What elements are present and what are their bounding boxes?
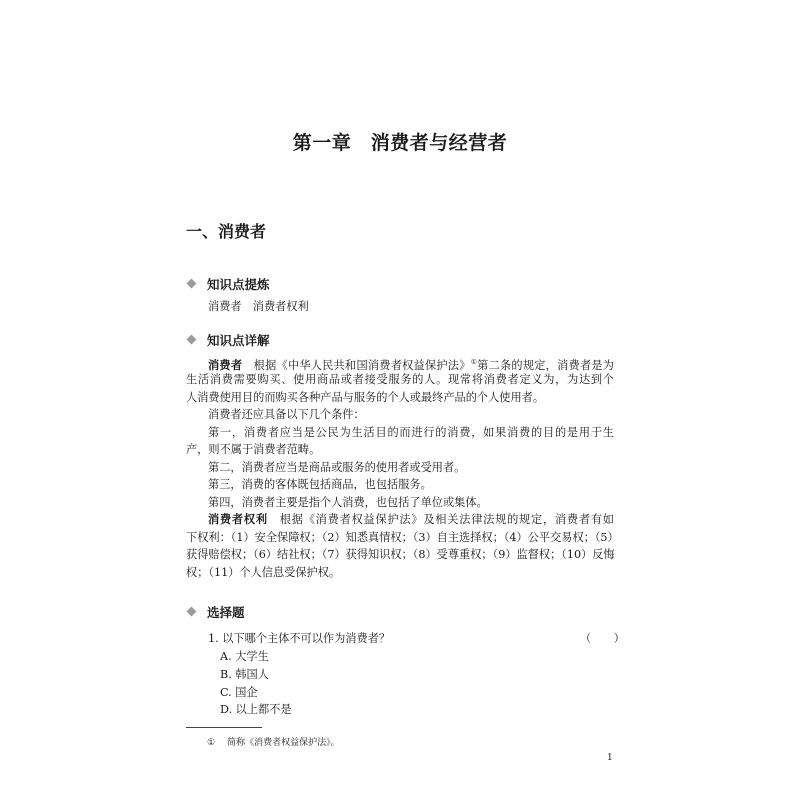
choice-heading: [186, 603, 245, 621]
paragraph-line: 下权利：（1）安全保障权；（2）知悉真情权；（3）自主选择权；（4）公平交易权；（5）: [186, 531, 619, 544]
paragraph-line: 第四，消费者主要是指个人消费，也包括了单位或集体。: [208, 496, 488, 509]
question-text: 1. 以下哪个主体不可以作为消费者？: [208, 632, 391, 645]
paragraph-line: 第一，消费者应当是公民为生活目的而进行的消费，如果消费的目的是用于生: [208, 426, 614, 439]
option-c: C. 国企: [220, 686, 258, 699]
page-number: 1: [607, 753, 613, 763]
footnote-divider: [186, 727, 262, 728]
choice-label: 选择题: [207, 605, 245, 620]
footnote-mark: ①: [207, 738, 216, 748]
paragraph-line: 人消费使用目的而购买各种产品与服务的个人或最终产品的个人使用者。: [186, 391, 545, 404]
knowledge-detail-label: 知识点详解: [207, 333, 270, 348]
paragraph-line: 权；（11）个人信息受保护权。: [186, 566, 341, 579]
footnote: [207, 737, 340, 749]
chapter-title: 第一章 消费者与经营者: [292, 132, 508, 154]
footnote-reference: ①: [470, 358, 478, 366]
paragraph-line: 产，则不属于消费者范畴。: [186, 443, 321, 456]
knowledge-summary-items: 消费者 消费者权利: [208, 300, 309, 313]
diamond-bullet-icon: [186, 279, 197, 290]
option-d: D. 以上都不是: [220, 703, 292, 716]
knowledge-detail-heading: [186, 331, 270, 349]
footnote-text: 简称《消费者权益保护法》。: [227, 738, 340, 748]
knowledge-summary-label: 知识点提炼: [207, 277, 270, 292]
paragraph-text: 根据《消费者权益保护法》及相关法律法规的规定，消费者有如: [267, 513, 614, 526]
answer-blank: （ ）: [580, 632, 625, 645]
knowledge-summary-heading: [186, 275, 270, 293]
paragraph-text: 根据《中华人民共和国消费者权益保护法》: [242, 359, 471, 372]
diamond-bullet-icon: [186, 335, 197, 346]
term-consumer: 消费者: [208, 359, 243, 372]
paragraph-line: 获得赔偿权；（6）结社权；（7）获得知识权；（8）受尊重权；（9）监督权；（10）反悔: [186, 548, 615, 561]
paragraph-line: 第三，消费的客体既包括商品，也包括服务。: [208, 478, 432, 491]
diamond-bullet-icon: [186, 607, 197, 618]
term-consumer-rights: 消费者权利: [208, 513, 268, 526]
paragraph-line: 生活消费需要购买、使用商品或者接受服务的人。现常将消费者定义为，为达到个: [186, 373, 614, 386]
paragraph-rights-line: [208, 511, 614, 528]
paragraph-text: 第二条的规定，消费者是为: [477, 359, 614, 372]
section-title: 一、消费者: [186, 222, 267, 241]
paragraph-line: 第二，消费者应当是商品或服务的使用者或受用者。: [208, 461, 466, 474]
paragraph-line: 消费者还应具备以下几个条件：: [208, 408, 365, 421]
option-a: A. 大学生: [220, 650, 269, 663]
option-b: B. 韩国人: [220, 668, 269, 681]
